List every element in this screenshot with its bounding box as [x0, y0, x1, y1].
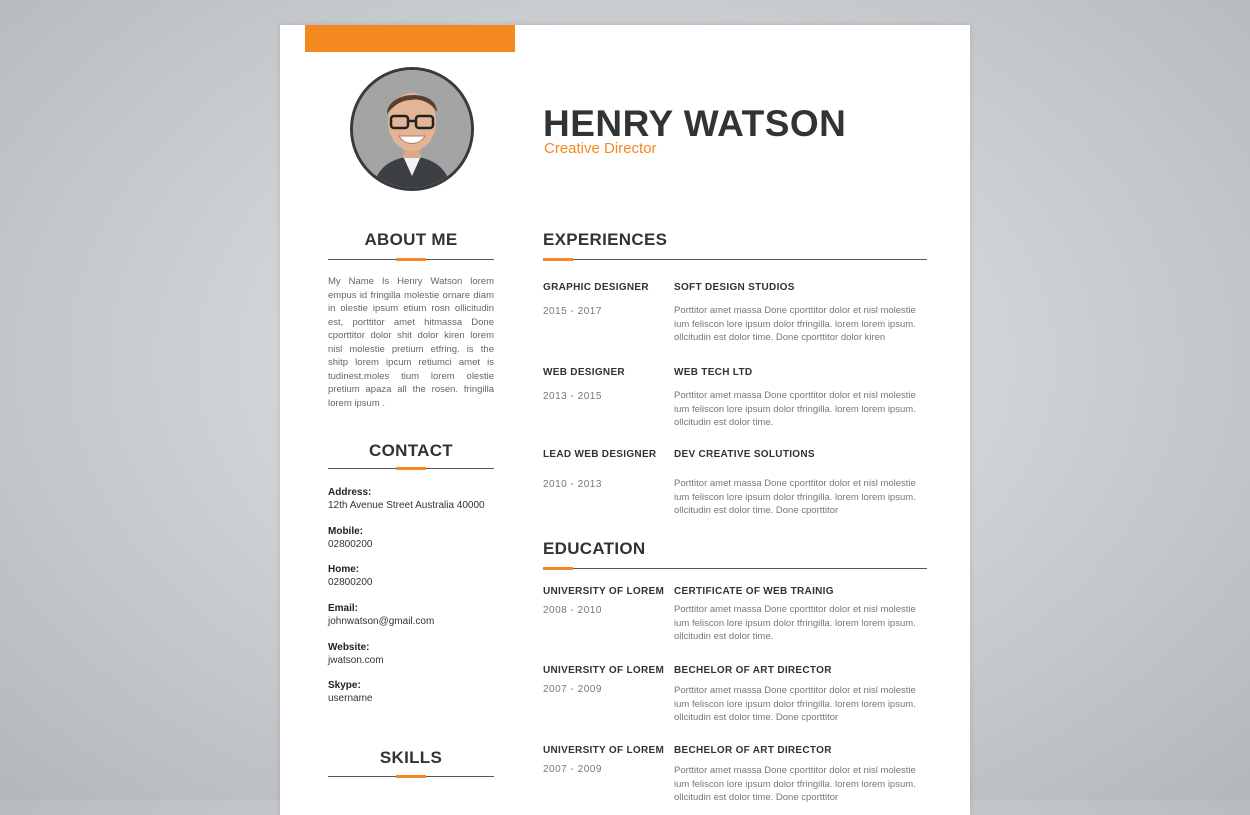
contact-divider-accent [396, 467, 426, 470]
education-dates: 2007 - 2009 [543, 764, 602, 775]
contact-label: Home: [328, 564, 360, 575]
experience-role: GRAPHIC DESIGNER [543, 282, 649, 293]
education-description: Porttitor amet massa Done cporttitor dolor et nisl molestie ium feliscon lore ipsum dolor tfringilla. lorem lorem ipsum. ollcitudin est dolor time. Done cporttitor [674, 685, 916, 723]
contact-address [328, 486, 498, 513]
contact-value: 12th Avenue Street Australia 40000 [328, 500, 485, 511]
education-school: UNIVERSITY OF LOREM [543, 665, 665, 676]
resume-page [280, 25, 970, 815]
education-degree: BECHELOR OF ART DIRECTOR [674, 665, 832, 676]
skills-heading: SKILLS [379, 748, 443, 767]
education-heading: EDUCATION [543, 539, 646, 558]
experience-dates: 2015 - 2017 [543, 306, 602, 317]
contact-value: 02800200 [328, 539, 373, 550]
contact-label: Mobile: [328, 526, 363, 537]
contact-heading: CONTACT [369, 441, 453, 460]
experience-role: LEAD WEB DESIGNER [543, 449, 657, 460]
contact-mobile [328, 525, 498, 552]
education-dates: 2008 - 2010 [543, 605, 602, 616]
contact-value: jwatson.com [328, 655, 384, 666]
contact-website [328, 641, 498, 668]
candidate-name: HENRY WATSON [543, 103, 847, 144]
contact-label: Address: [328, 487, 372, 498]
experience-description: Porttitor amet massa Done cporttitor dolor et nisl molestie ium feliscon lore ipsum dolor tfringilla. lorem lorem ipsum. ollcitudin est dolor time. [674, 390, 916, 428]
education-degree: CERTIFICATE OF WEB TRAINIG [674, 586, 834, 597]
skills-divider-accent [396, 775, 426, 778]
education-dates: 2007 - 2009 [543, 684, 602, 695]
experience-description: Porttitor amet massa Done cporttitor dolor et nisl molestie ium feliscon lore ipsum dolor tfringilla. lorem lorem ipsum. ollcitudin est dolor time. Done cporttitor [674, 478, 916, 516]
education-school: UNIVERSITY OF LOREM [543, 586, 665, 597]
experiences-heading: EXPERIENCES [543, 230, 668, 249]
education-degree: BECHELOR OF ART DIRECTOR [674, 745, 832, 756]
experience-company: DEV CREATIVE SOLUTIONS [674, 449, 815, 460]
contact-label: Skype: [328, 680, 361, 691]
experience-company: SOFT DESIGN STUDIOS [674, 282, 795, 293]
experience-dates: 2010 - 2013 [543, 479, 602, 490]
about-text: My Name Is Henry Watson lorem empus id fringilla molestie ornare diam in olestie ipsum etium rosn ollicitudin est, porttitor amet hitmassa Done cporttitor dolor shit dolor kiren lorem nisl molestie pretium etfring. is the shitp lorem ipcum retiumci amet is tudinest.moles tium lorem olestie pretium apaza all the rosen. fringilla lorem ipsum . [328, 276, 494, 409]
education-school: UNIVERSITY OF LOREM [543, 745, 665, 756]
contact-email [328, 602, 498, 629]
experience-role: WEB DESIGNER [543, 367, 625, 378]
experience-company: WEB TECH LTD [674, 367, 753, 378]
orange-accent-bar [305, 25, 515, 52]
person-portrait-icon [353, 70, 471, 188]
contact-value: johnwatson@gmail.com [328, 616, 435, 627]
profile-photo [350, 67, 474, 191]
contact-label: Website: [328, 642, 370, 653]
experience-dates: 2013 - 2015 [543, 391, 602, 402]
about-heading: ABOUT ME [364, 230, 458, 249]
about-divider-accent [396, 258, 426, 261]
experiences-divider [543, 259, 927, 260]
education-description: Porttitor amet massa Done cporttitor dolor et nisl molestie ium feliscon lore ipsum dolor tfringilla. lorem lorem ipsum. ollcitudin est dolor time. [674, 604, 916, 642]
education-description: Porttitor amet massa Done cporttitor dolor et nisl molestie ium feliscon lore ipsum dolor tfringilla. lorem lorem ipsum. ollcitudin est dolor time. Done cporttitor [674, 765, 916, 803]
experience-description: Porttitor amet massa Done cporttitor dolor et nisl molestie ium feliscon lore ipsum dolor tfringilla. lorem lorem ipsum. ollcitudin est dolor time. Done cporttitor dolor kiren [674, 305, 916, 343]
contact-value: username [328, 693, 373, 704]
contact-skype [328, 679, 498, 706]
candidate-title: Creative Director [544, 140, 657, 157]
contact-label: Email: [328, 603, 359, 614]
contact-home [328, 563, 498, 590]
education-divider-accent [543, 567, 573, 570]
contact-value: 02800200 [328, 577, 373, 588]
experiences-divider-accent [543, 258, 573, 261]
education-divider [543, 568, 927, 569]
